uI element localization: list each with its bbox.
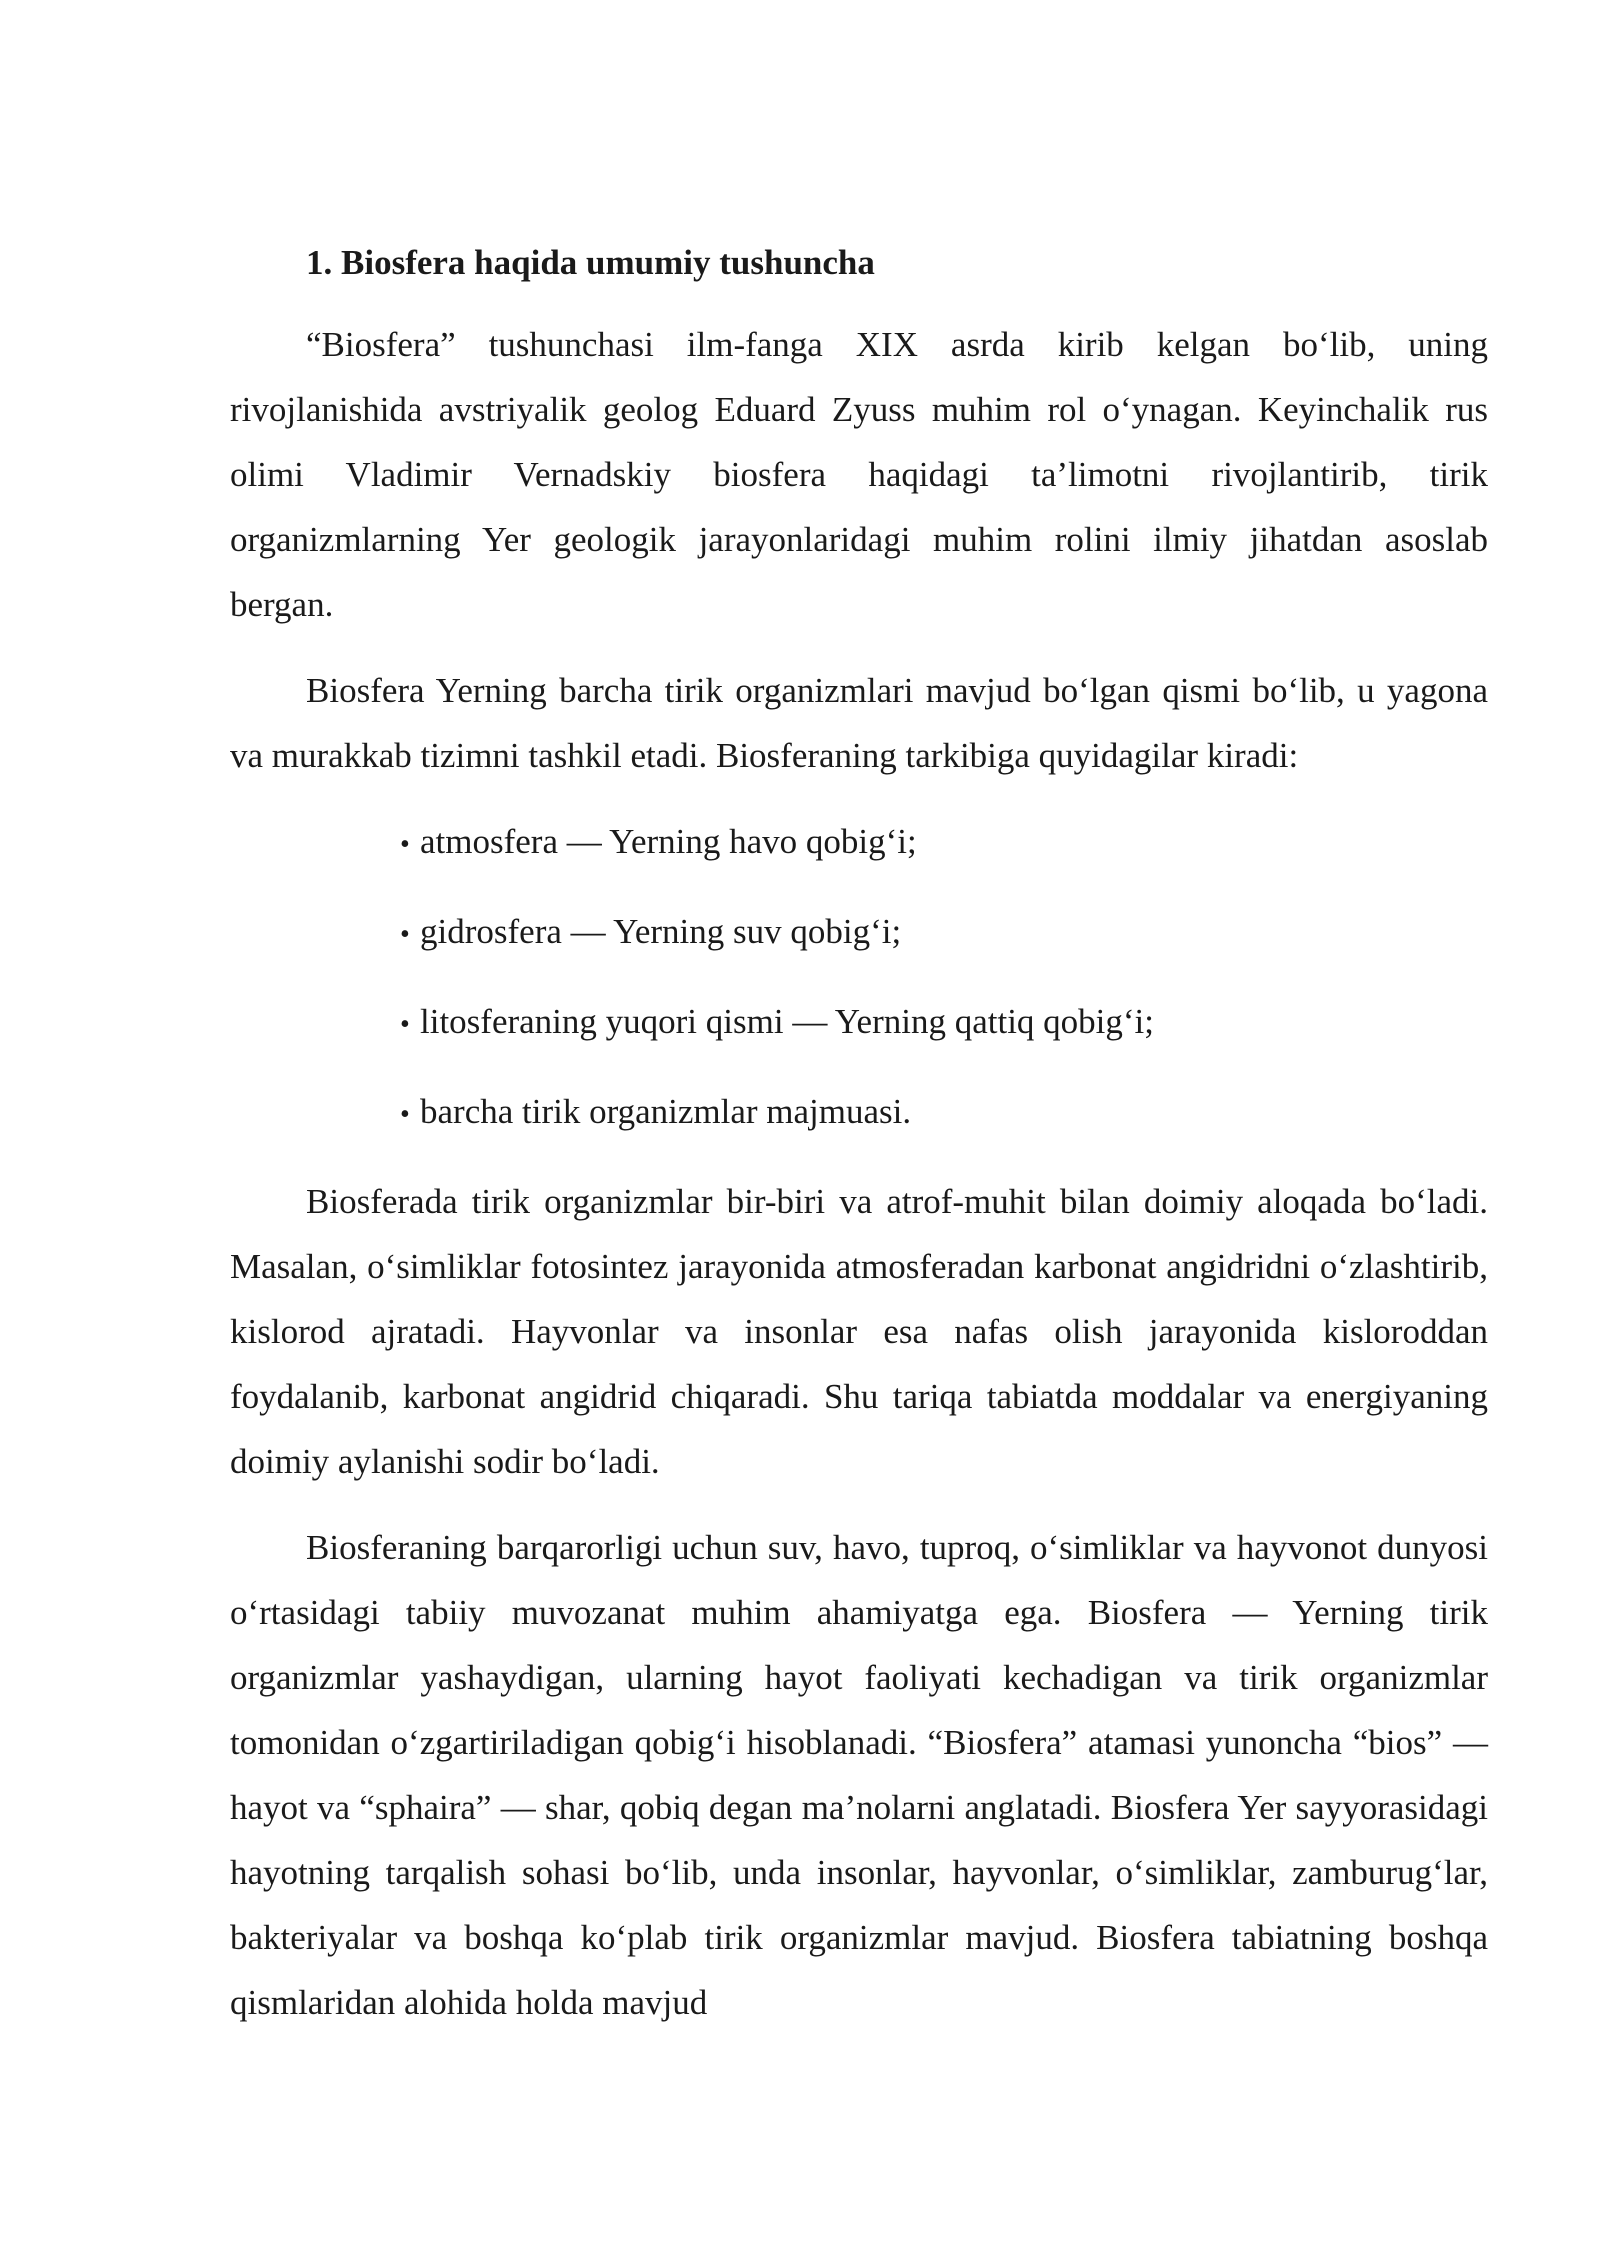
document-page [230,234,1488,2056]
composition-list [230,809,1488,1147]
paragraph-definition: Biosfera Yerning barcha tirik organizmlari mavjud bo‘lgan qismi bo‘lib, u yagona va murakkab tizimni tashkil etadi. Biosferaning tarkibiga quyidagilar kiradi: [230,671,1488,775]
paragraph-history: “Biosfera” tushunchasi ilm-fanga XIX asrda kirib kelgan bo‘lib, uning rivojlanishida avstriyalik geolog Eduard Zyuss muhim rol o‘ynagan. Keyinchalik rus olimi Vladimir Vernadskiy biosfera haqidagi ta’limotni rivojlantirib, tirik organizmlarning Yer geologik jarayonlaridagi muhim rolini ilmiy jihatdan asoslab bergan. [230,325,1488,624]
section-heading: 1. Biosfera haqida umumiy tushuncha [306,243,875,282]
bullet-icon: • [400,1099,410,1130]
list-item-text: barcha tirik organizmlar majmuasi. [420,1092,912,1131]
list-item [400,1079,1488,1147]
list-item-text: gidrosfera — Yerning suv qobig‘i; [420,912,902,951]
paragraph-interaction: Biosferada tirik organizmlar bir-biri va atrof-muhit bilan doimiy aloqada bo‘ladi. Masalan, o‘simliklar fotosintez jarayonida atmosferadan karbonat angidridni o‘zlashtirib, kislorod ajratadi. Hayvonlar va insonlar esa nafas olish jarayonida kisloroddan foydalanib, karbonat angidrid chiqaradi. Shu tariqa tabiatda moddalar va energiyaning doimiy aylanishi sodir bo‘ladi. [230,1182,1488,1481]
list-item [400,809,1488,877]
list-item [400,899,1488,967]
bullet-icon: • [400,919,410,950]
bullet-icon: • [400,829,410,860]
bullet-icon: • [400,1009,410,1040]
list-item [400,989,1488,1057]
paragraph-balance: Biosferaning barqarorligi uchun suv, havo, tuproq, o‘simliklar va hayvonot dunyosi o‘rtasidagi tabiiy muvozanat muhim ahamiyatga ega. Biosfera — Yerning tirik organizmlar yashaydigan, ularning hayot faoliyati kechadigan va tirik organizmlar tomonidan o‘zgartiriladigan qobig‘i hisoblanadi. “Biosfera” atamasi yunoncha “bios” — hayot va “sphaira” — shar, qobiq degan ma’nolarni anglatadi. Biosfera Yer sayyorasidagi hayotning tarqalish sohasi bo‘lib, unda insonlar, hayvonlar, o‘simliklar, zamburug‘lar, bakteriyalar va boshqa ko‘plab tirik organizmlar mavjud. Biosfera tabiatning boshqa qismlaridan alohida holda mavjud [230,1528,1488,2022]
list-item-text: atmosfera — Yerning havo qobig‘i; [420,822,917,861]
list-item-text: litosferaning yuqori qismi — Yerning qattiq qobig‘i; [420,1002,1154,1041]
